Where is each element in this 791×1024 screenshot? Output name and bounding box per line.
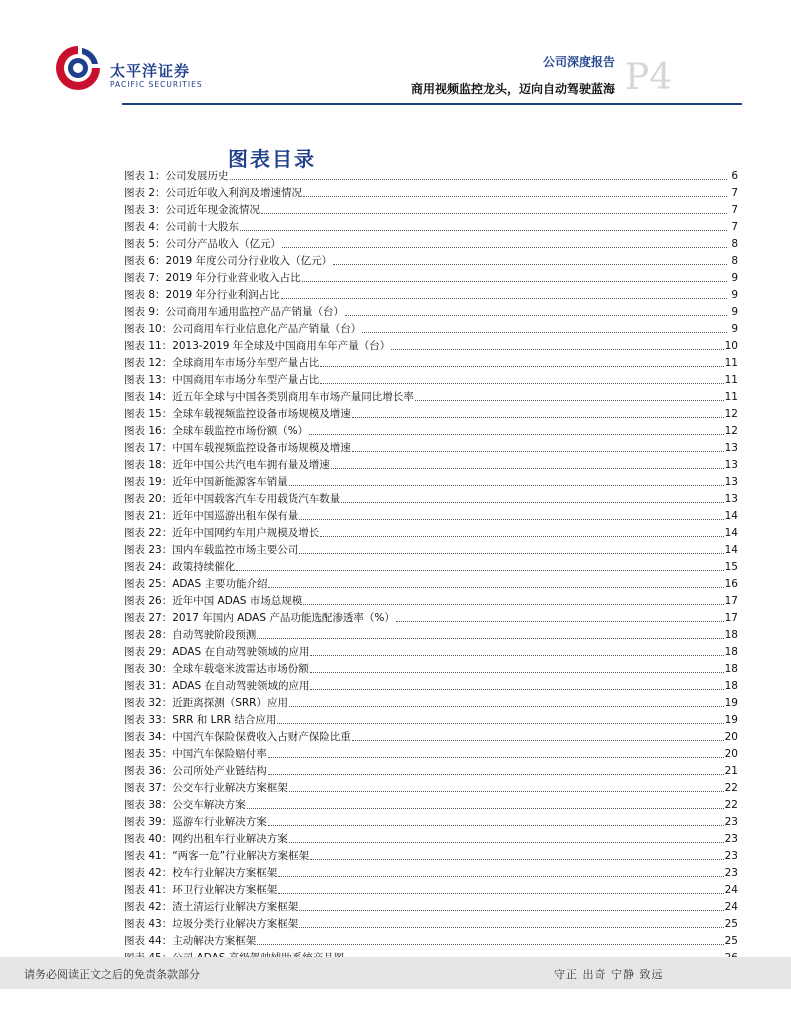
toc-entry-page: 22 [724, 782, 738, 794]
toc-dot-leader [309, 423, 723, 435]
company-logo-english: PACIFIC SECURITIES [110, 80, 203, 89]
toc-dot-leader [320, 372, 723, 384]
toc-entry[interactable] [124, 627, 738, 644]
toc-entry-label: 图表 38：公交车解决方案 [124, 799, 246, 811]
toc-dot-leader [268, 746, 724, 758]
toc-entry-page: 17 [724, 595, 738, 607]
toc-dot-leader [352, 406, 724, 418]
toc-entry-page: 17 [724, 612, 738, 624]
toc-entry-label: 图表 11：2013-2019 年全球及中国商用车年产量（台） [124, 340, 391, 352]
toc-entry[interactable] [124, 253, 738, 270]
toc-entry-label: 图表 29：ADAS 在自动驾驶领域的应用 [124, 646, 310, 658]
toc-entry-page: 25 [724, 918, 738, 930]
toc-entry[interactable] [124, 882, 738, 899]
toc-entry-label: 图表 13：中国商用车市场分车型产量占比 [124, 374, 320, 386]
toc-entry-page: 15 [724, 561, 738, 573]
toc-entry-page: 11 [724, 357, 738, 369]
toc-entry-page: 20 [724, 748, 738, 760]
toc-entry[interactable] [124, 270, 738, 287]
toc-entry-page: 9 [731, 289, 738, 301]
toc-entry-label: 图表 31：ADAS 在自动驾驶领域的应用 [124, 680, 310, 692]
toc-entry-label: 图表 6：2019 年度公司分行业收入（亿元） [124, 255, 333, 267]
toc-dot-leader [236, 559, 723, 571]
toc-entry-page: 19 [724, 697, 738, 709]
toc-entry-label: 图表 27：2017 年国内 ADAS 产品功能选配渗透率（%） [124, 612, 395, 624]
footer-disclaimer: 请务必阅读正文之后的免责条款部分 [24, 968, 200, 981]
toc-dot-leader [289, 780, 724, 792]
toc-entry-page: 6 [731, 170, 738, 182]
toc-entry-page: 12 [724, 425, 738, 437]
toc-entry[interactable] [124, 304, 738, 321]
toc-entry-label: 图表 12：全球商用车市场分车型产量占比 [124, 357, 320, 369]
toc-entry-page: 14 [724, 527, 738, 539]
toc-dot-leader [333, 253, 727, 265]
toc-dot-leader [289, 831, 724, 843]
toc-dot-leader [331, 457, 724, 469]
toc-dot-leader [281, 287, 727, 299]
toc-entry-page: 7 [731, 221, 738, 233]
toc-entry[interactable] [124, 712, 738, 729]
toc-entry-label: 图表 20：近年中国载客汽车专用载货汽车数量 [124, 493, 341, 505]
toc-entry-label: 图表 26：近年中国 ADAS 市场总规模 [124, 595, 303, 607]
company-logo-text: 太平洋证券 [110, 62, 191, 80]
toc-entry-page: 21 [724, 765, 738, 777]
toc-entry-page: 14 [724, 544, 738, 556]
toc-entry[interactable] [124, 389, 738, 406]
report-subtitle: 商用视频监控龙头，迈向自动驾驶蓝海 [410, 82, 615, 96]
toc-list [124, 168, 738, 967]
toc-entry-label: 图表 10：公司商用车行业信息化产品产销量（台） [124, 323, 362, 335]
toc-dot-leader [268, 814, 724, 826]
toc-entry-label: 图表 16：全球车载监控市场份额（%） [124, 425, 309, 437]
toc-entry-label: 图表 14：近五年全球与中国各类别商用车市场产量同比增长率 [124, 391, 414, 403]
toc-entry[interactable] [124, 780, 738, 797]
toc-entry-label: 图表 39：巡游车行业解决方案 [124, 816, 267, 828]
toc-dot-leader [415, 389, 724, 401]
toc-entry[interactable] [124, 763, 738, 780]
toc-entry-label: 图表 32：近距离探测（SRR）应用 [124, 697, 288, 709]
toc-entry-label: 图表 15：全球车载视频监控设备市场规模及增速 [124, 408, 351, 420]
report-type: 公司深度报告 [542, 55, 615, 69]
toc-entry-page: 24 [724, 884, 738, 896]
toc-entry-page: 23 [724, 816, 738, 828]
toc-entry-page: 18 [724, 629, 738, 641]
toc-dot-leader [320, 525, 723, 537]
toc-entry[interactable] [124, 814, 738, 831]
toc-entry-page: 12 [724, 408, 738, 420]
toc-entry-page: 20 [724, 731, 738, 743]
toc-dot-leader [310, 661, 724, 673]
toc-dot-leader [277, 712, 723, 724]
toc-dot-leader [320, 355, 723, 367]
toc-entry-page: 9 [731, 306, 738, 318]
toc-entry-label: 图表 1：公司发展历史 [124, 170, 229, 182]
toc-entry-label: 图表 8：2019 年分行业利润占比 [124, 289, 280, 301]
toc-entry-page: 13 [724, 476, 738, 488]
toc-entry[interactable] [124, 321, 738, 338]
toc-dot-leader [341, 491, 723, 503]
toc-dot-leader [240, 219, 727, 231]
toc-dot-leader [247, 797, 724, 809]
toc-dot-leader [303, 593, 723, 605]
toc-entry[interactable] [124, 474, 738, 491]
toc-entry-label: 图表 43：垃圾分类行业解决方案框架 [124, 918, 299, 930]
toc-dot-leader [278, 882, 723, 894]
toc-dot-leader [299, 899, 723, 911]
toc-entry-page: 25 [724, 935, 738, 947]
toc-dot-leader [299, 542, 723, 554]
toc-entry[interactable] [124, 491, 738, 508]
toc-entry-label: 图表 5：公司分产品收入（亿元） [124, 238, 282, 250]
toc-entry-label: 图表 35：中国汽车保险赔付率 [124, 748, 267, 760]
toc-entry-page: 23 [724, 833, 738, 845]
toc-entry-label: 图表 24：政策持续催化 [124, 561, 236, 573]
toc-dot-leader [282, 236, 727, 248]
toc-entry-page: 13 [724, 459, 738, 471]
toc-dot-leader [257, 627, 723, 639]
toc-entry[interactable] [124, 457, 738, 474]
toc-dot-leader [310, 678, 723, 690]
toc-entry[interactable] [124, 865, 738, 882]
toc-entry[interactable] [124, 933, 738, 950]
toc-dot-leader [310, 848, 724, 860]
toc-entry-page: 18 [724, 680, 738, 692]
toc-entry-page: 23 [724, 867, 738, 879]
toc-entry[interactable] [124, 423, 738, 440]
toc-dot-leader [310, 644, 723, 656]
page-number: P4 [625, 57, 673, 98]
company-logo-icon [52, 42, 104, 94]
toc-entry-page: 24 [724, 901, 738, 913]
toc-entry[interactable] [124, 729, 738, 746]
toc-entry-label: 图表 19：近年中国新能源客车销量 [124, 476, 288, 488]
toc-entry[interactable] [124, 746, 738, 763]
toc-entry-page: 19 [724, 714, 738, 726]
toc-entry-page: 13 [724, 442, 738, 454]
header-divider [122, 103, 742, 105]
toc-dot-leader [302, 270, 727, 282]
toc-entry-page: 14 [724, 510, 738, 522]
toc-entry[interactable] [124, 508, 738, 525]
toc-entry-label: 图表 28：自动驾驶阶段预测 [124, 629, 257, 641]
toc-dot-leader [268, 576, 723, 588]
toc-entry-page: 11 [724, 391, 738, 403]
toc-dot-leader [391, 338, 723, 350]
footer-motto: 守正 出奇 宁静 致远 [554, 968, 664, 981]
toc-entry-page: 16 [724, 578, 738, 590]
toc-entry-page: 8 [731, 255, 738, 267]
toc-dot-leader [268, 763, 724, 775]
toc-entry[interactable] [124, 661, 738, 678]
toc-dot-leader [352, 729, 724, 741]
toc-entry[interactable] [124, 610, 738, 627]
toc-dot-leader [303, 185, 727, 197]
toc-entry[interactable] [124, 797, 738, 814]
toc-entry-label: 图表 2：公司近年收入利润及增速情况 [124, 187, 303, 199]
toc-entry[interactable] [124, 576, 738, 593]
toc-entry[interactable] [124, 202, 738, 219]
toc-entry[interactable] [124, 593, 738, 610]
toc-entry[interactable] [124, 559, 738, 576]
toc-entry[interactable] [124, 406, 738, 423]
toc-dot-leader [396, 610, 724, 622]
toc-entry[interactable] [124, 440, 738, 457]
toc-dot-leader [362, 321, 727, 333]
toc-entry[interactable] [124, 644, 738, 661]
toc-entry[interactable] [124, 695, 738, 712]
toc-entry-page: 22 [724, 799, 738, 811]
toc-entry-label: 图表 44：主动解决方案框架 [124, 935, 257, 947]
toc-entry-page: 7 [731, 187, 738, 199]
toc-entry-label: 图表 42：校车行业解决方案框架 [124, 867, 278, 879]
toc-entry[interactable] [124, 219, 738, 236]
toc-entry-label: 图表 4：公司前十大股东 [124, 221, 240, 233]
toc-dot-leader [230, 168, 727, 180]
toc-entry-label: 图表 30：全球车载毫米波雷达市场份额 [124, 663, 309, 675]
toc-entry-label: 图表 3：公司近年现金流情况 [124, 204, 261, 216]
toc-entry-label: 图表 23：国内车载监控市场主要公司 [124, 544, 299, 556]
toc-entry-page: 9 [731, 323, 738, 335]
toc-entry[interactable] [124, 338, 738, 355]
toc-entry-page: 9 [731, 272, 738, 284]
toc-entry-page: 13 [724, 493, 738, 505]
toc-entry[interactable] [124, 542, 738, 559]
toc-entry-page: 18 [724, 646, 738, 658]
toc-entry-label: 图表 25：ADAS 主要功能介绍 [124, 578, 268, 590]
toc-dot-leader [299, 916, 723, 928]
toc-entry-label: 图表 7：2019 年分行业营业收入占比 [124, 272, 301, 284]
toc-entry-label: 图表 34：中国汽车保险保费收入占财产保险比重 [124, 731, 351, 743]
toc-entry[interactable] [124, 831, 738, 848]
toc-title: 图表目录 [228, 147, 316, 171]
toc-dot-leader [299, 508, 723, 520]
toc-entry-label: 图表 17：中国车载视频监控设备市场规模及增速 [124, 442, 351, 454]
toc-entry-page: 18 [724, 663, 738, 675]
toc-entry-page: 8 [731, 238, 738, 250]
toc-entry-label: 图表 22：近年中国网约车用户规模及增长 [124, 527, 320, 539]
toc-entry[interactable] [124, 916, 738, 933]
toc-entry-label: 图表 9：公司商用车通用监控产品产销量（台） [124, 306, 345, 318]
toc-entry[interactable] [124, 355, 738, 372]
toc-entry-label: 图表 37：公交车行业解决方案框架 [124, 782, 288, 794]
toc-entry[interactable] [124, 678, 738, 695]
toc-entry-label: 图表 33：SRR 和 LRR 结合应用 [124, 714, 277, 726]
toc-entry-label: 图表 41：环卫行业解决方案框架 [124, 884, 278, 896]
toc-entry-page: 7 [731, 204, 738, 216]
toc-entry-label: 图表 36：公司所处产业链结构 [124, 765, 267, 777]
toc-entry[interactable] [124, 525, 738, 542]
toc-entry-label: 图表 42：渣土清运行业解决方案框架 [124, 901, 299, 913]
toc-entry[interactable] [124, 168, 738, 185]
toc-entry-label: 图表 40：网约出租车行业解决方案 [124, 833, 288, 845]
toc-dot-leader [345, 304, 727, 316]
toc-entry[interactable] [124, 185, 738, 202]
toc-dot-leader [352, 440, 724, 452]
toc-dot-leader [278, 865, 723, 877]
toc-dot-leader [289, 695, 724, 707]
toc-entry[interactable] [124, 848, 738, 865]
toc-dot-leader [257, 933, 723, 945]
toc-entry[interactable] [124, 899, 738, 916]
toc-entry-page: 10 [724, 340, 738, 352]
toc-entry-label: 图表 21：近年中国巡游出租车保有量 [124, 510, 299, 522]
toc-entry-page: 11 [724, 374, 738, 386]
toc-entry-label: 图表 18：近年中国公共汽电车拥有量及增速 [124, 459, 330, 471]
toc-entry[interactable] [124, 287, 738, 304]
toc-entry-page: 23 [724, 850, 738, 862]
toc-dot-leader [289, 474, 724, 486]
toc-dot-leader [261, 202, 727, 214]
toc-entry[interactable] [124, 372, 738, 389]
toc-entry-label: 图表 41：“两客一危”行业解决方案框架 [124, 850, 310, 862]
toc-entry[interactable] [124, 236, 738, 253]
